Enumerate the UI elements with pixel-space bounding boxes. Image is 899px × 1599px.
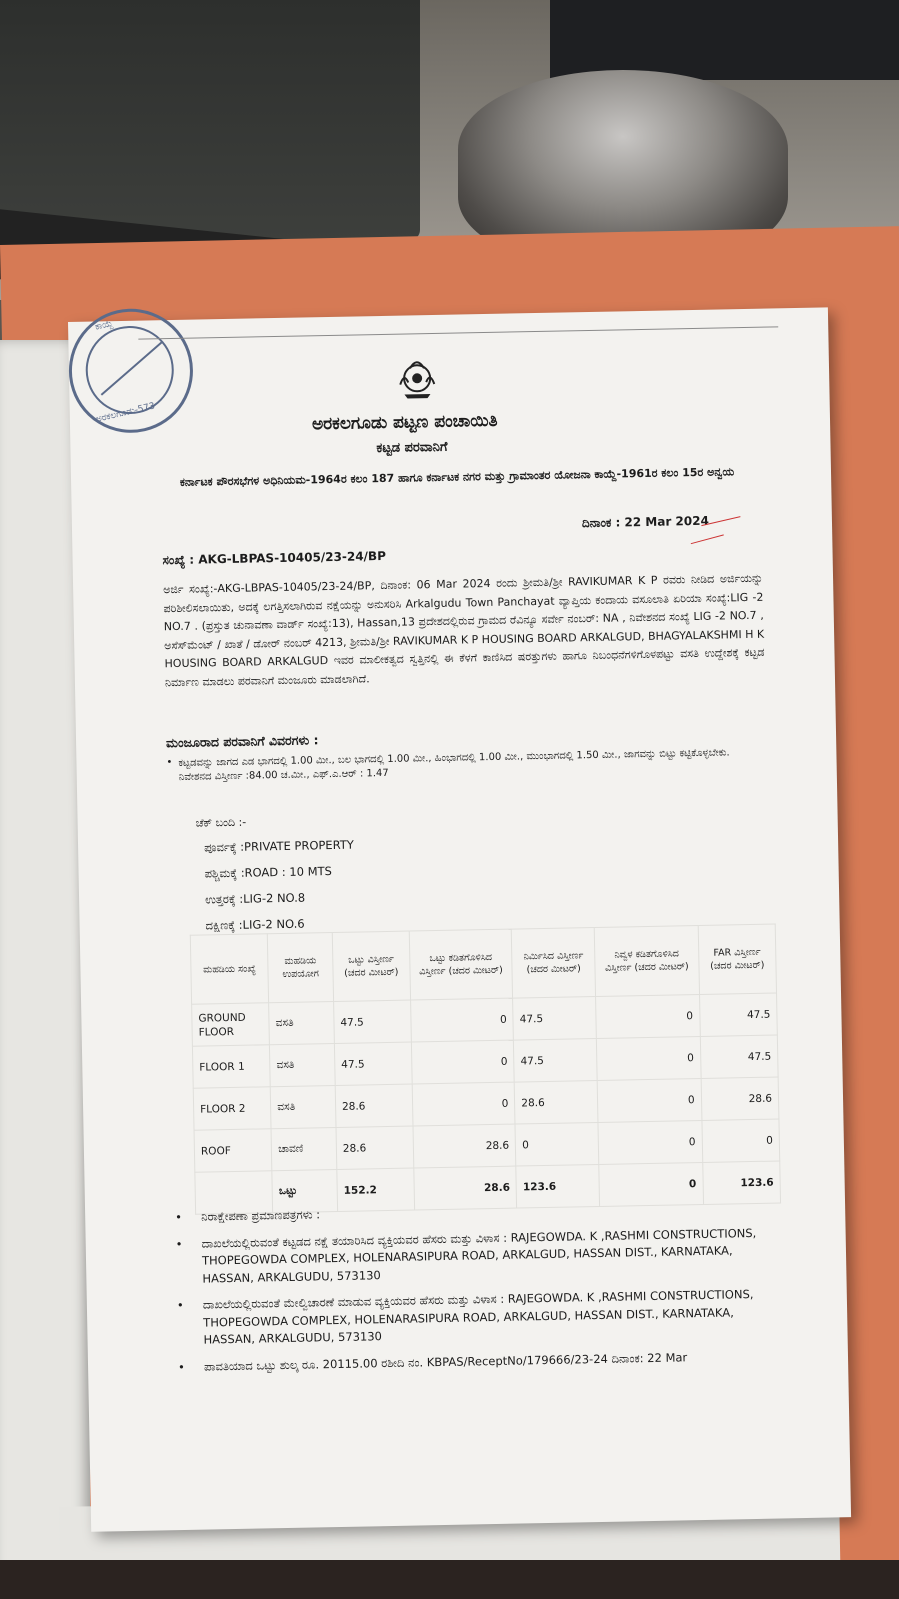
cell: 47.5 [334, 1042, 412, 1085]
act-reference: ಕರ್ನಾಟಕ ಪೌರಸಭೆಗಳ ಅಧಿನಿಯಮ-1964ರ ಕಲಂ 187 ಹಾಗೂ ಕರ್ನಾಟಕ ನಗರ ಮತ್ತು ಗ್ರಾಮಾಂತರ ಯೋಜನಾ ಕಾಯ್ದೆ-1961ರ ಕಲಂ 15ರ ಅನ್ವಯ [179, 465, 735, 489]
list-item [175, 1285, 786, 1349]
cell: 47.5 [514, 1038, 598, 1082]
pen-mark [691, 534, 724, 544]
cell: 0 [410, 998, 513, 1042]
dark-edge [0, 1560, 899, 1599]
cell: 123.6 [516, 1164, 600, 1208]
bullet-icon: • [166, 757, 173, 769]
noc-heading: ನಿರಾಕ್ಷೇಪಣಾ ಪ್ರಮಾಣಪತ್ರಗಳು : [201, 1207, 321, 1224]
cell: 0 [598, 1120, 702, 1164]
setback-line: ಕಟ್ಟಡವನ್ನು ಜಾಗದ ಎಡ ಭಾಗದಲ್ಲಿ 1.00 ಮೀ., ಬಲ ಭಾಗದಲ್ಲಿ 1.00 ಮೀ., ಹಿಂಭಾಗದಲ್ಲಿ 1.00 ಮೀ., ಮುಂಭಾಗದಲ್ಲಿ 1.50 ಮೀ., ಜಾಗವನ್ನು ಬಿಟ್ಟು ಕಟ್ಟಿಕೊಳ್ಳಬೇಕು. [178, 747, 730, 769]
state-emblem-icon [394, 354, 441, 401]
seal-top-text: ಕಾಯ್ದೆ [94, 318, 114, 333]
supervisor-address: ದಾಖಲೆಯಲ್ಲಿರುವಂತೆ ಮೇಲ್ವಿಚಾರಣೆ ಮಾಡುವ ವ್ಯಕ್ತಿಯವರ ಹೆಸರು ಮತ್ತು ವಿಳಾಸ : RAJEGOWDA. K ,RASHMI CONSTRUCTIONS, THOPEGOWDA COMPLEX, HOLENARASIPURA ROAD, ARKALGUD, HASSAN DIST., KARNATAKA, HASSAN, ARKALGUDU, 573130 [202, 1287, 754, 1347]
cell: 123.6 [702, 1161, 780, 1204]
col-floor-number: ಮಹಡಿಯ ಸಂಖ್ಯೆ [190, 934, 269, 1004]
boundary-south: ದಕ್ಷಿಣಕ್ಕೆ :LIG-2 NO.6 [205, 916, 305, 933]
fee-receipt: ಪಾವತಿಯಾದ ಒಟ್ಟು ಶುಲ್ಕ ರೂ. 20115.00 ರಶೀದಿ ನಂ. KBPAS/ReceptNo/179666/23-24 ದಿನಾಂಕ: 22 Mar [203, 1349, 688, 1374]
cell: 0 [411, 1040, 514, 1084]
cell: 47.5 [513, 996, 597, 1040]
cell: ವಸತಿ [269, 1002, 334, 1045]
col-net-deducted: ನಿವ್ವಳ ಕಡಿತಗೊಳಿಸಿದ ವಿಸ್ತೀರ್ಣ (ಚದರ ಮೀಟರ್) [594, 926, 699, 997]
plan-designer-address: ದಾಖಲೆಯಲ್ಲಿರುವಂತೆ ಕಟ್ಟಡದ ನಕ್ಷೆ ತಯಾರಿಸಿದ ವ್ಯಕ್ತಿಯವರ ಹೆಸರು ಮತ್ತು ವಿಳಾಸ : RAJEGOWDA. K ,RASHMI CONSTRUCTIONS, THOPEGOWDA COMPLEX, HOLENARASIPURA ROAD, ARKALGUD, HASSAN DIST., KARNATAKA, HASSAN, ARKALGUDU, 573130 [201, 1225, 757, 1286]
bullet-icon: • [177, 1359, 186, 1374]
cell: ಚಾವಣಿ [271, 1128, 336, 1171]
cell: 28.6 [413, 1124, 516, 1168]
table-header-row [190, 924, 776, 1004]
cell: 47.5 [334, 1000, 412, 1043]
cell: 0 [702, 1119, 780, 1162]
cell: 152.2 [337, 1168, 415, 1211]
permit-number: ಸಂಖ್ಯೆ : AKG-LBPAS-10405/23-24/BP [162, 548, 387, 568]
cell: 0 [412, 1082, 515, 1126]
col-floor-use: ಮಹಡಿಯ ಉಪಯೋಗ [268, 933, 334, 1003]
cell: 28.6 [335, 1084, 413, 1127]
list-item [174, 1224, 785, 1288]
cell: ಒಟ್ಟು [272, 1169, 337, 1212]
cell: FLOOR 2 [193, 1087, 271, 1130]
cell: 0 [596, 995, 700, 1039]
bullet-icon: • [175, 1209, 183, 1225]
cell: 0 [515, 1122, 599, 1166]
cell: 0 [597, 1078, 701, 1122]
office-name: ಅರಕಲಗೂಡು ಪಟ್ಟಣ ಪಂಚಾಯಿತಿ [311, 410, 498, 435]
cell: FLOOR 1 [192, 1045, 270, 1088]
cell: 47.5 [700, 1035, 778, 1078]
col-total-area: ಒಟ್ಟು ವಿಸ್ತೀರ್ಣ (ಚದರ ಮೀಟರ್) [332, 931, 410, 1001]
document-type: ಕಟ್ಟಡ ಪರವಾನಿಗೆ [376, 439, 448, 457]
boundary-north: ಉತ್ತರಕ್ಕೆ :LIG-2 NO.8 [204, 890, 306, 907]
col-built-area: ನಿರ್ಮಿಸಿದ ವಿಸ್ತೀರ್ಣ (ಚದರ ಮೀಟರ್) [511, 928, 595, 999]
sanction-details-title: ಮಂಜೂರಾದ ಪರವಾನಿಗೆ ವಿವರಗಳು : [165, 732, 319, 751]
cell: 28.6 [413, 1166, 516, 1210]
cell: ವಸತಿ [270, 1086, 335, 1129]
speaker-object [0, 0, 420, 240]
issue-date: ದಿನಾಂಕ : 22 Mar 2024 [581, 513, 710, 531]
col-total-deducted: ಒಟ್ಟು ಕಡಿತಗೊಳಿಸಿದ ವಿಸ್ತೀರ್ಣ (ಚದರ ಮೀಟರ್) [409, 929, 513, 1000]
cell: 28.6 [701, 1077, 779, 1120]
boundary-label: ಚೆಕ್ ಬಂದಿ :- [195, 815, 247, 830]
list-item [176, 1347, 786, 1376]
seal-bottom-text: ಅರಕಲಗೂಡು-573 [95, 401, 156, 425]
cell: ವಸತಿ [270, 1044, 335, 1087]
site-area-line: ನಿವೇಶನದ ವಿಸ್ತೀರ್ಣ :84.00 ಚ.ಮೀ., ಎಫ್.ಎ.ಆರ್ : 1.47 [178, 767, 389, 783]
cell: 47.5 [699, 993, 777, 1036]
bullet-icon: • [176, 1297, 184, 1313]
cell: 0 [597, 1036, 701, 1080]
permit-body-text: ಅರ್ಜಿ ಸಂಖ್ಯೆ:-AKG-LBPAS-10405/23-24/BP, ದಿನಾಂಕ: 06 Mar 2024 ರಂದು ಶ್ರೀಮತಿ/ಶ್ರೀ RAVIKUMAR K P ರವರು ನೀಡಿದ ಅರ್ಜಿಯನ್ನು ಪರಿಶೀಲಿಸಲಾಯಿತು, ಅದಕ್ಕೆ ಲಗತ್ತಿಸಲಾಗಿರುವ ನಕ್ಷೆಯನ್ನು ಅನುಸರಿಸಿ Arkalgudu Town Panchayat ವ್ಯಾಪ್ತಿಯ ಕಂದಾಯ ವಸೂಲಾತಿ ಏರಿಯಾ ಸಂಖ್ಯೆ:LIG -2 NO.7 . (ಪ್ರಸ್ತುತ ಚುನಾವಣಾ ವಾರ್ಡ್ ಸಂಖ್ಯೆ:13), Hassan,13 ಪ್ರದೇಶದಲ್ಲಿರುವ ಗ್ರಾಮದ ರೆವಿನ್ಯೂ ಸರ್ವೇ ನಂಬರ್: NA , ನಿವೇಶನದ ಸಂಖ್ಯೆ LIG -2 NO.7 , ಅಸೆಸ್‌ಮೆಂಟ್ / ಖಾತೆ / ಡೋರ್ ನಂಬರ್ 4213, ಶ್ರೀಮತಿ/ಶ್ರೀ RAVIKUMAR K P HOUSING BOARD ARKALGUD, BHAGYALAKSHMI H K HOUSING BOARD ARKALGUD ಇವರ ಮಾಲೀಕತ್ವದ ಸ್ವತ್ತಿನಲ್ಲಿ ಈ ಕೆಳಗೆ ಕಾಣಿಸಿದ ಷರತ್ತುಗಳು ಹಾಗೂ ನಿಬಂಧನೆಗಳಿಗೊಳಪಟ್ಟು ವಸತಿ ಉದ್ದೇಶಕ್ಕೆ ಕಟ್ಟಡ ನಿರ್ಮಾಣ ಮಾಡಲು ಪರವಾನಿಗೆ ಮಂಜೂರು ಮಾಡಲಾಗಿದೆ. [163, 571, 765, 689]
cell: 0 [599, 1162, 703, 1206]
monitor-object [550, 0, 899, 80]
permit-page [68, 307, 851, 1531]
cell: 28.6 [336, 1126, 414, 1169]
document-frame [138, 326, 800, 1509]
cell: GROUND FLOOR [192, 1003, 270, 1046]
boundary-east: ಪೂರ್ವಕ್ಕೆ :PRIVATE PROPERTY [203, 837, 354, 855]
col-far-area: FAR ವಿಸ್ತೀರ್ಣ (ಚದರ ಮೀಟರ್) [698, 924, 777, 994]
bullet-icon: • [175, 1236, 183, 1251]
boundary-west: ಪಶ್ಚಿಮಕ್ಕೆ :ROAD : 10 MTS [204, 864, 333, 881]
cell: ROOF [194, 1129, 272, 1172]
floor-area-table [190, 924, 781, 1215]
cell: 28.6 [514, 1080, 598, 1124]
setback-details [178, 746, 768, 785]
conditions-list [173, 1197, 786, 1385]
